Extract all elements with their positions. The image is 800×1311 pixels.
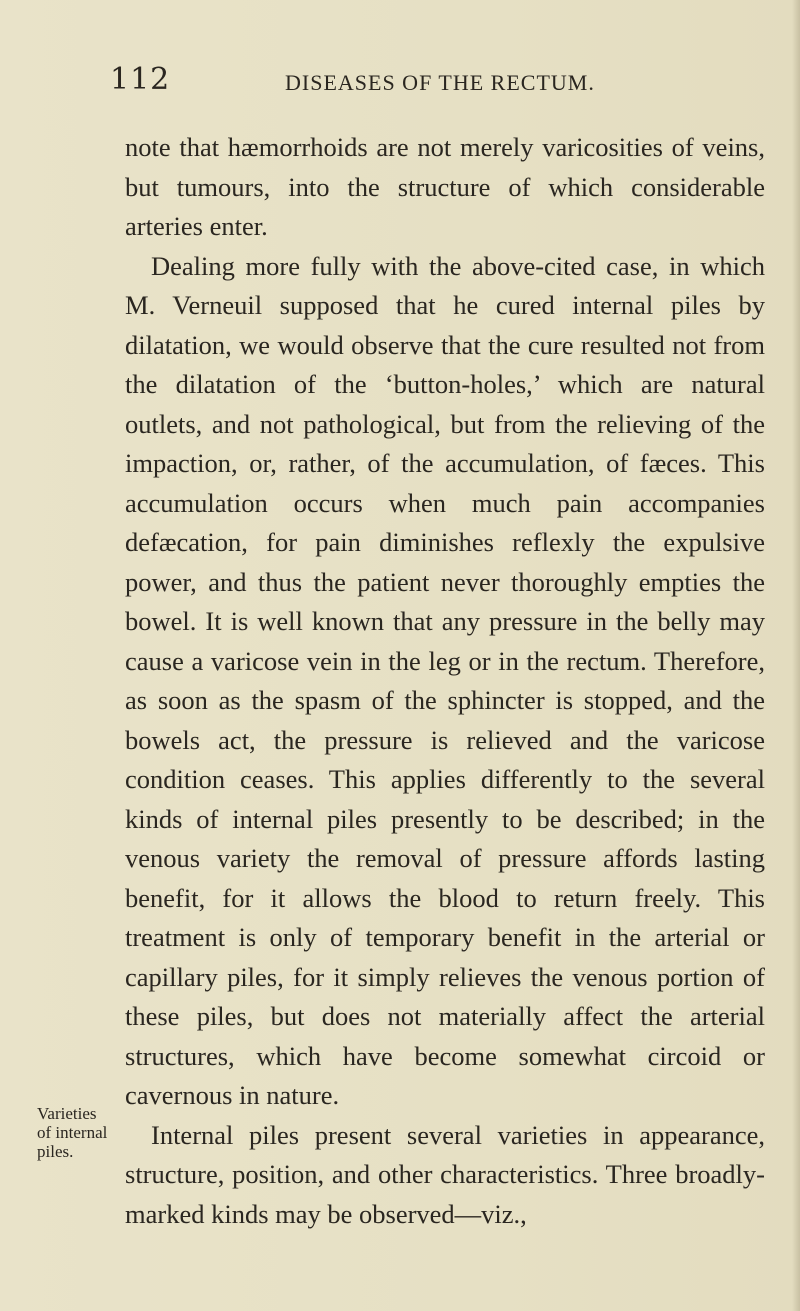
margin-note-line: Varieties: [37, 1104, 97, 1123]
page-edge-shadow: [792, 0, 800, 1311]
margin-note-line: piles.: [37, 1142, 74, 1161]
paragraph-varieties: Internal piles present several varieties in appearance, structure, position, and other characteristics. Three broadly-marked kinds may be observed—viz.,: [125, 1119, 765, 1229]
margin-note: [37, 1104, 123, 1161]
paragraph-verneuil-case: Dealing more fully with the above-cited case, in which M. Verneuil supposed that he cured internal piles by dilatation, we would observe that the cure resulted not from the dilatation of the ‘button-holes,’ which are natural outlets, and not pathological, but from the relieving of the impaction, or, rather, of the accumulation, of fæces. This accumulation occurs when much pain accompanies defæcation, for pain diminishes reflexly the expulsive power, and thus the patient never thoroughly empties the bowel. It is well known that any pressure in the belly may cause a varicose vein in the leg or in the rectum. Therefore, as soon as the spasm of the sphincter is stopped, and the bowels act, the pressure is relieved and the varicose condition ceases. This applies differently to the several kinds of internal piles presently to be described; in the venous variety the removal of pressure affords lasting benefit, for it allows the blood to return freely. This treatment is only of temporary benefit in the arterial or capillary piles, for it simply relieves the venous portion of these piles, but does not materially affect the arterial structures, which have become somewhat circoid or cavernous in nature.: [125, 250, 765, 1110]
page-number: 112: [110, 62, 171, 97]
body-text: [125, 128, 765, 1234]
paragraph-continuation: note that hæmorrhoids are not merely varicosities of veins, but tumours, into the structure of which considerable arteries enter.: [125, 132, 765, 241]
running-title: DISEASES OF THE RECTUM.: [285, 70, 595, 95]
margin-note-line: of internal: [37, 1123, 108, 1142]
